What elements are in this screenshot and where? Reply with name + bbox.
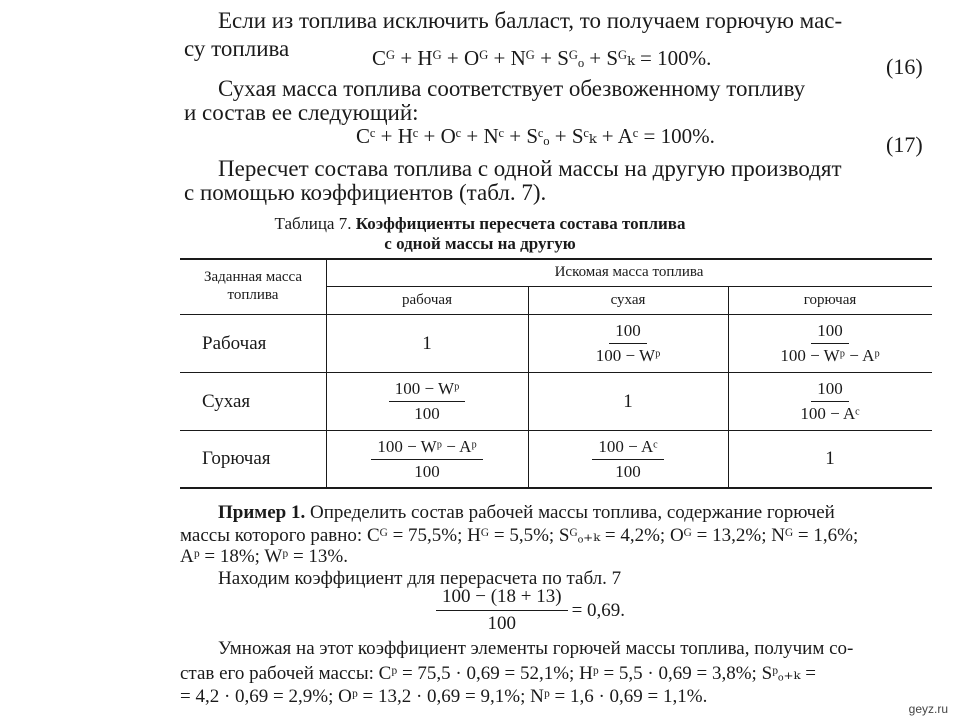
example-line-3: Aᵖ = 18%; Wᵖ = 13%. bbox=[180, 546, 348, 567]
cell-working-combustible bbox=[728, 315, 932, 372]
fraction-denominator: 100 bbox=[615, 461, 641, 481]
cell-combustible-dry bbox=[528, 431, 728, 487]
fraction-denominator: 100 − Wᵖ − Aᵖ bbox=[780, 346, 880, 365]
fraction-denominator: 100 bbox=[487, 613, 517, 634]
example-label: Пример 1. bbox=[218, 502, 306, 523]
cell-dry-dry: 1 bbox=[623, 390, 633, 412]
fraction bbox=[794, 379, 865, 424]
example-text-1: Определить состав рабочей массы топлива, содержание горючей bbox=[310, 502, 835, 523]
intro-line-5: Пересчет состава топлива с одной массы на другую производят bbox=[218, 156, 842, 181]
fraction bbox=[774, 321, 885, 366]
cell-working-working: 1 bbox=[422, 332, 432, 354]
fraction-result: = 0,69. bbox=[571, 599, 626, 621]
intro-line-4: и состав ее следующий: bbox=[184, 100, 419, 125]
fraction bbox=[590, 321, 667, 366]
table-caption bbox=[0, 214, 960, 234]
fraction-numerator: 100 − Wᵖ bbox=[389, 379, 466, 402]
col-header-working: рабочая bbox=[401, 292, 452, 308]
fraction bbox=[592, 437, 663, 482]
cell-dry-combustible bbox=[728, 373, 932, 430]
fraction-denominator: 100 − Aᶜ bbox=[800, 404, 860, 423]
table-caption-title-2: с одной массы на другую bbox=[384, 234, 576, 253]
fraction-numerator: 100 bbox=[811, 321, 849, 344]
fraction-numerator: 100 bbox=[609, 321, 647, 344]
intro-line-3: Сухая масса топлива соответствует обезвоженному топливу bbox=[218, 76, 806, 101]
table-caption-title-1: Коэффициенты пересчета состава топлива bbox=[355, 214, 686, 233]
header-given-mass: Заданная масса топлива bbox=[203, 269, 303, 303]
equation-17-number: (17) bbox=[886, 132, 923, 157]
conversion-table bbox=[180, 258, 932, 488]
fraction-denominator: 100 bbox=[414, 404, 440, 423]
example-line-4: Находим коэффициент для перерасчета по табл. 7 bbox=[218, 568, 622, 589]
row-label-working: Рабочая bbox=[202, 332, 267, 354]
cell-combustible-combustible: 1 bbox=[825, 448, 835, 469]
fraction-denominator: 100 − Wᵖ bbox=[595, 346, 661, 365]
header-sought-mass: Искомая масса топлива bbox=[554, 264, 704, 280]
example-line-2: массы которого равно: Cᴳ = 75,5%; Hᴳ = 5,5%; Sᴳₒ₊ₖ = 4,2%; Oᴳ = 13,2%; Nᴳ = 1,6%; bbox=[180, 525, 859, 546]
site-watermark: geyz.ru bbox=[908, 702, 948, 716]
row-label-combustible: Горючая bbox=[202, 448, 271, 469]
intro-line-2: су топлива bbox=[184, 36, 290, 61]
table-caption-label: Таблица 7. bbox=[274, 214, 352, 233]
example-line-1 bbox=[218, 502, 835, 524]
row-label-dry: Сухая bbox=[202, 390, 251, 412]
col-header-dry: сухая bbox=[610, 292, 646, 308]
example-line-5: Умножая на этот коэффициент элементы горючей массы топлива, получим со- bbox=[218, 638, 854, 659]
intro-line-1: Если из топлива исключить балласт, то получаем горючую мас- bbox=[218, 8, 843, 33]
cell-dry-working bbox=[326, 373, 528, 430]
equation-16: Cᴳ + Hᴳ + Oᴳ + Nᴳ + Sᴳₒ + Sᴳₖ = 100%. bbox=[372, 46, 712, 70]
fraction-denominator: 100 bbox=[414, 461, 440, 481]
fraction-numerator: 100 − Aᶜ bbox=[592, 437, 663, 460]
example-line-7: = 4,2 · 0,69 = 2,9%; Oᵖ = 13,2 · 0,69 = 9,1%; Nᵖ = 1,6 · 0,69 = 1,1%. bbox=[180, 686, 708, 707]
cell-combustible-working bbox=[326, 431, 528, 487]
example-coefficient-formula bbox=[436, 586, 625, 635]
fraction-numerator: 100 − Wᵖ − Aᵖ bbox=[371, 437, 482, 460]
fraction bbox=[389, 379, 466, 424]
fraction bbox=[436, 586, 568, 635]
equation-17: Cᶜ + Hᶜ + Oᶜ + Nᶜ + Sᶜₒ + Sᶜₖ + Aᶜ = 100%. bbox=[356, 124, 715, 148]
fraction-numerator: 100 − (18 + 13) bbox=[436, 586, 568, 611]
cell-working-dry bbox=[528, 315, 728, 372]
intro-line-6: с помощью коэффициентов (табл. 7). bbox=[184, 180, 547, 205]
fraction bbox=[371, 437, 482, 482]
table-bottom-rule bbox=[180, 487, 932, 489]
example-line-6: став его рабочей массы: Cᵖ = 75,5 · 0,69 = 52,1%; Hᵖ = 5,5 · 0,69 = 3,8%; Sᵖₒ₊ₖ = bbox=[180, 663, 816, 684]
equation-16-number: (16) bbox=[886, 54, 923, 79]
col-header-combustible: горючая bbox=[803, 292, 857, 308]
fraction-numerator: 100 bbox=[811, 379, 849, 402]
